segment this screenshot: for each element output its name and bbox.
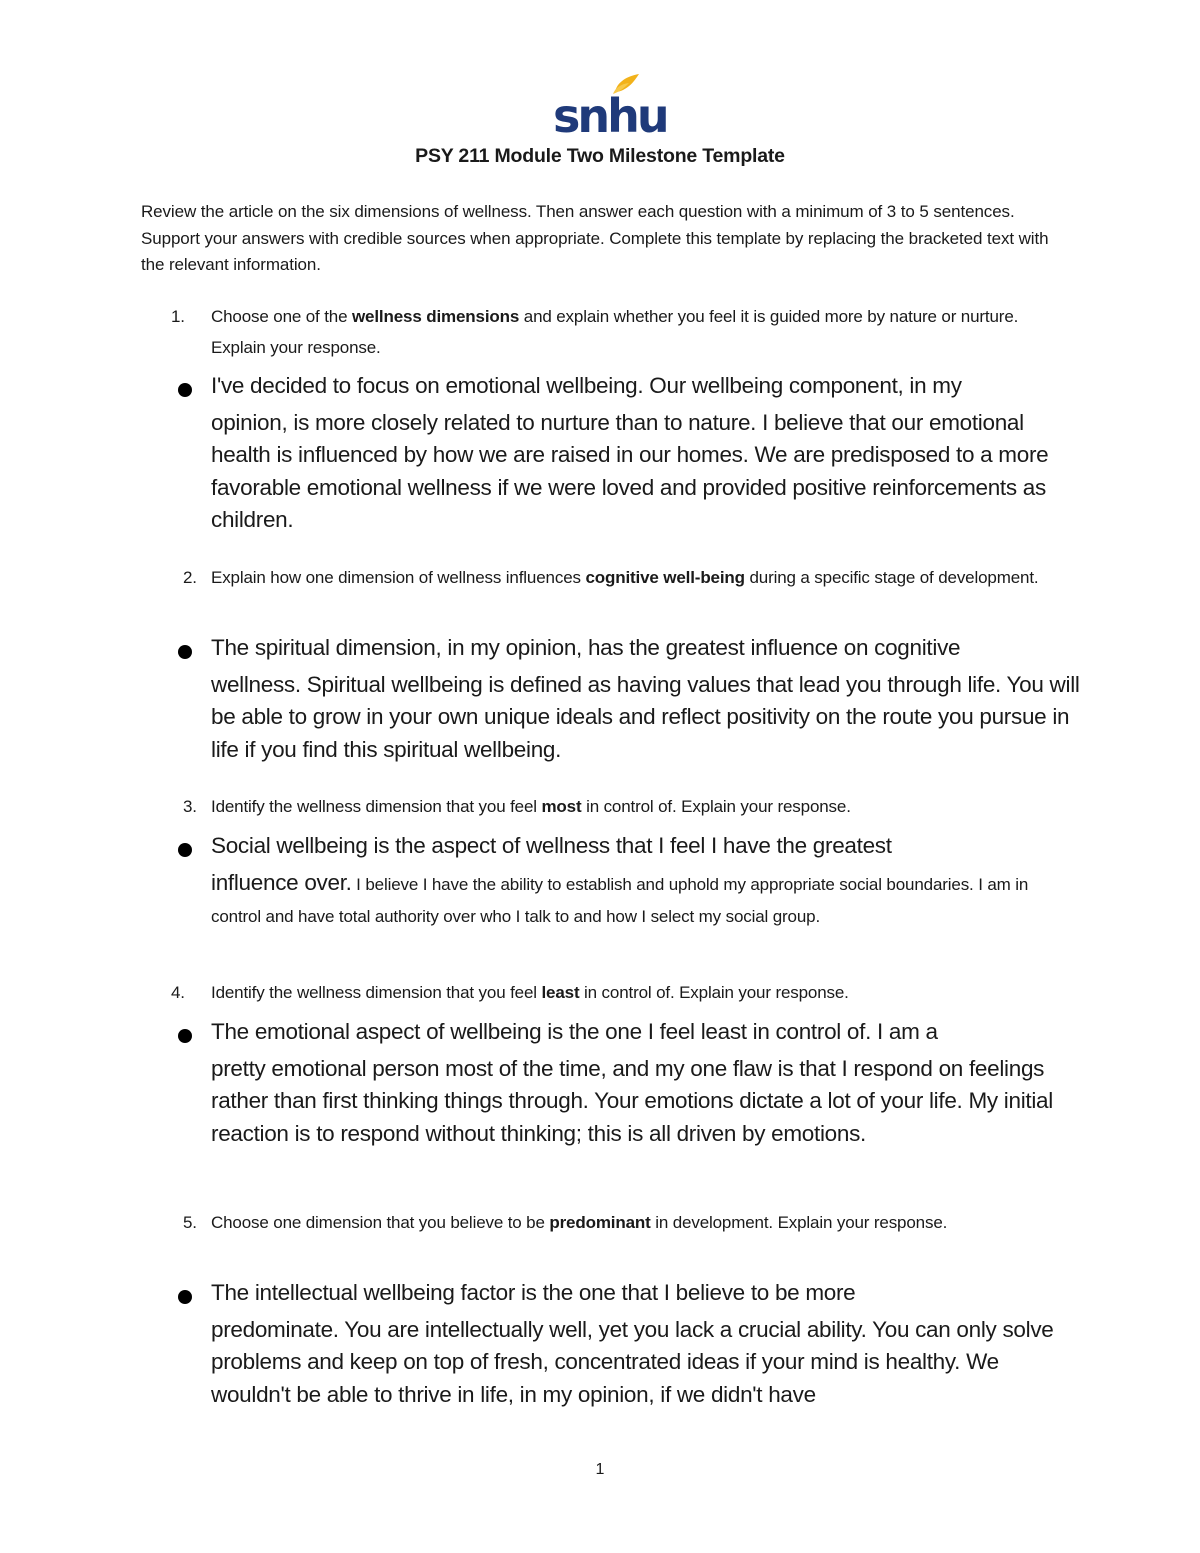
instructions-paragraph: Review the article on the six dimensions of wellness. Then answer each question with a minimum of 3 to 5 sentences. Support your answers with credible sources when appropriate. Complete this template by replacing the bracketed text with the relevant information. — [141, 202, 1049, 274]
question-4 — [171, 977, 1071, 1008]
answer-first-line: The intellectual wellbeing factor is the one that I believe to be more — [211, 1280, 856, 1305]
question-number: 4. — [171, 983, 185, 1002]
question-emphasis: wellness dimensions — [351, 307, 520, 326]
answer-first-line: I've decided to focus on emotional wellbeing. Our wellbeing component, in my — [211, 373, 962, 398]
answer-text: predominate. You are intellectually well, yet you lack a crucial ability. You can only solve problems and keep on top of fresh, concentrated ideas if your mind is healthy. We wouldn't be able to thrive in life, in my opinion, if we didn't have — [211, 1316, 1054, 1407]
question-text: in control of. Explain your response. — [581, 797, 851, 816]
question-text: during a specific stage of development. — [744, 568, 1039, 587]
question-text: in development. Explain your response. — [650, 1213, 948, 1232]
page-number: 1 — [595, 1461, 605, 1478]
question-number: 3. — [183, 797, 197, 816]
question-text: Identify the wellness dimension that you feel — [211, 983, 542, 1002]
question-number: 1. — [171, 307, 185, 326]
answer-text-small: I believe I have the ability to establish and uphold my appropriate social boundaries. I am in control and have total authority over who I talk to and how I select my social group. — [211, 874, 1029, 926]
question-text: Choose one of the — [211, 307, 352, 326]
question-text: and explain whether you feel it is guided more by nature or nurture. Explain your response. — [211, 307, 1019, 357]
answer-first-line: The spiritual dimension, in my opinion, has the greatest influence on cognitive — [211, 635, 961, 660]
question-number: 2. — [183, 568, 197, 587]
snhu-logo-graphic — [553, 72, 667, 143]
question-emphasis: least — [541, 983, 580, 1002]
bullet-icon — [178, 645, 192, 659]
question-emphasis: predominant — [549, 1213, 651, 1232]
bullet-icon — [178, 1029, 192, 1043]
question-emphasis: cognitive well-being — [585, 568, 745, 587]
question-2 — [183, 562, 1071, 593]
answer-text-large: influence over. — [211, 869, 352, 895]
question-1 — [171, 301, 1071, 363]
answer-text: opinion, is more closely related to nurture than to nature. I believe that our emotional health is influenced by how we are raised in our homes. We are predisposed to a more favorable emotional wellness if we were loved and provided positive reinforcements as children. — [211, 409, 1049, 532]
answer-2 — [211, 632, 1081, 766]
question-5 — [183, 1207, 1071, 1238]
snhu-logo — [553, 72, 667, 143]
question-text: Choose one dimension that you believe to be — [211, 1213, 550, 1232]
answer-first-line: The emotional aspect of wellbeing is the one I feel least in control of. I am a — [211, 1019, 938, 1044]
svg-text:snhu: snhu — [553, 89, 667, 143]
question-text: in control of. Explain your response. — [579, 983, 849, 1002]
question-text: Explain how one dimension of wellness influences — [211, 568, 586, 587]
answer-first-line: Social wellbeing is the aspect of wellness that I feel I have the greatest — [211, 833, 892, 858]
question-3 — [183, 791, 1071, 822]
question-number: 5. — [183, 1213, 197, 1232]
bullet-icon — [178, 1290, 192, 1304]
question-emphasis: most — [541, 797, 582, 816]
answer-5 — [211, 1277, 1081, 1411]
answer-1 — [211, 370, 1081, 537]
bullet-icon — [178, 843, 192, 857]
answer-3 — [211, 830, 1081, 932]
page-title: PSY 211 Module Two Milestone Template — [415, 145, 785, 167]
question-text: Identify the wellness dimension that you feel — [211, 797, 542, 816]
answer-text: wellness. Spiritual wellbeing is defined as having values that lead you through life. You will be able to grow in your own unique ideals and reflect positivity on the route you pursue in life if you find this spiritual wellbeing. — [211, 671, 1080, 762]
answer-4 — [211, 1016, 1081, 1150]
bullet-icon — [178, 383, 192, 397]
answer-text: pretty emotional person most of the time, and my one flaw is that I respond on feelings rather than first thinking things through. Your emotions dictate a lot of your life. My initial reaction is to respond without thinking; this is all driven by emotions. — [211, 1055, 1053, 1146]
